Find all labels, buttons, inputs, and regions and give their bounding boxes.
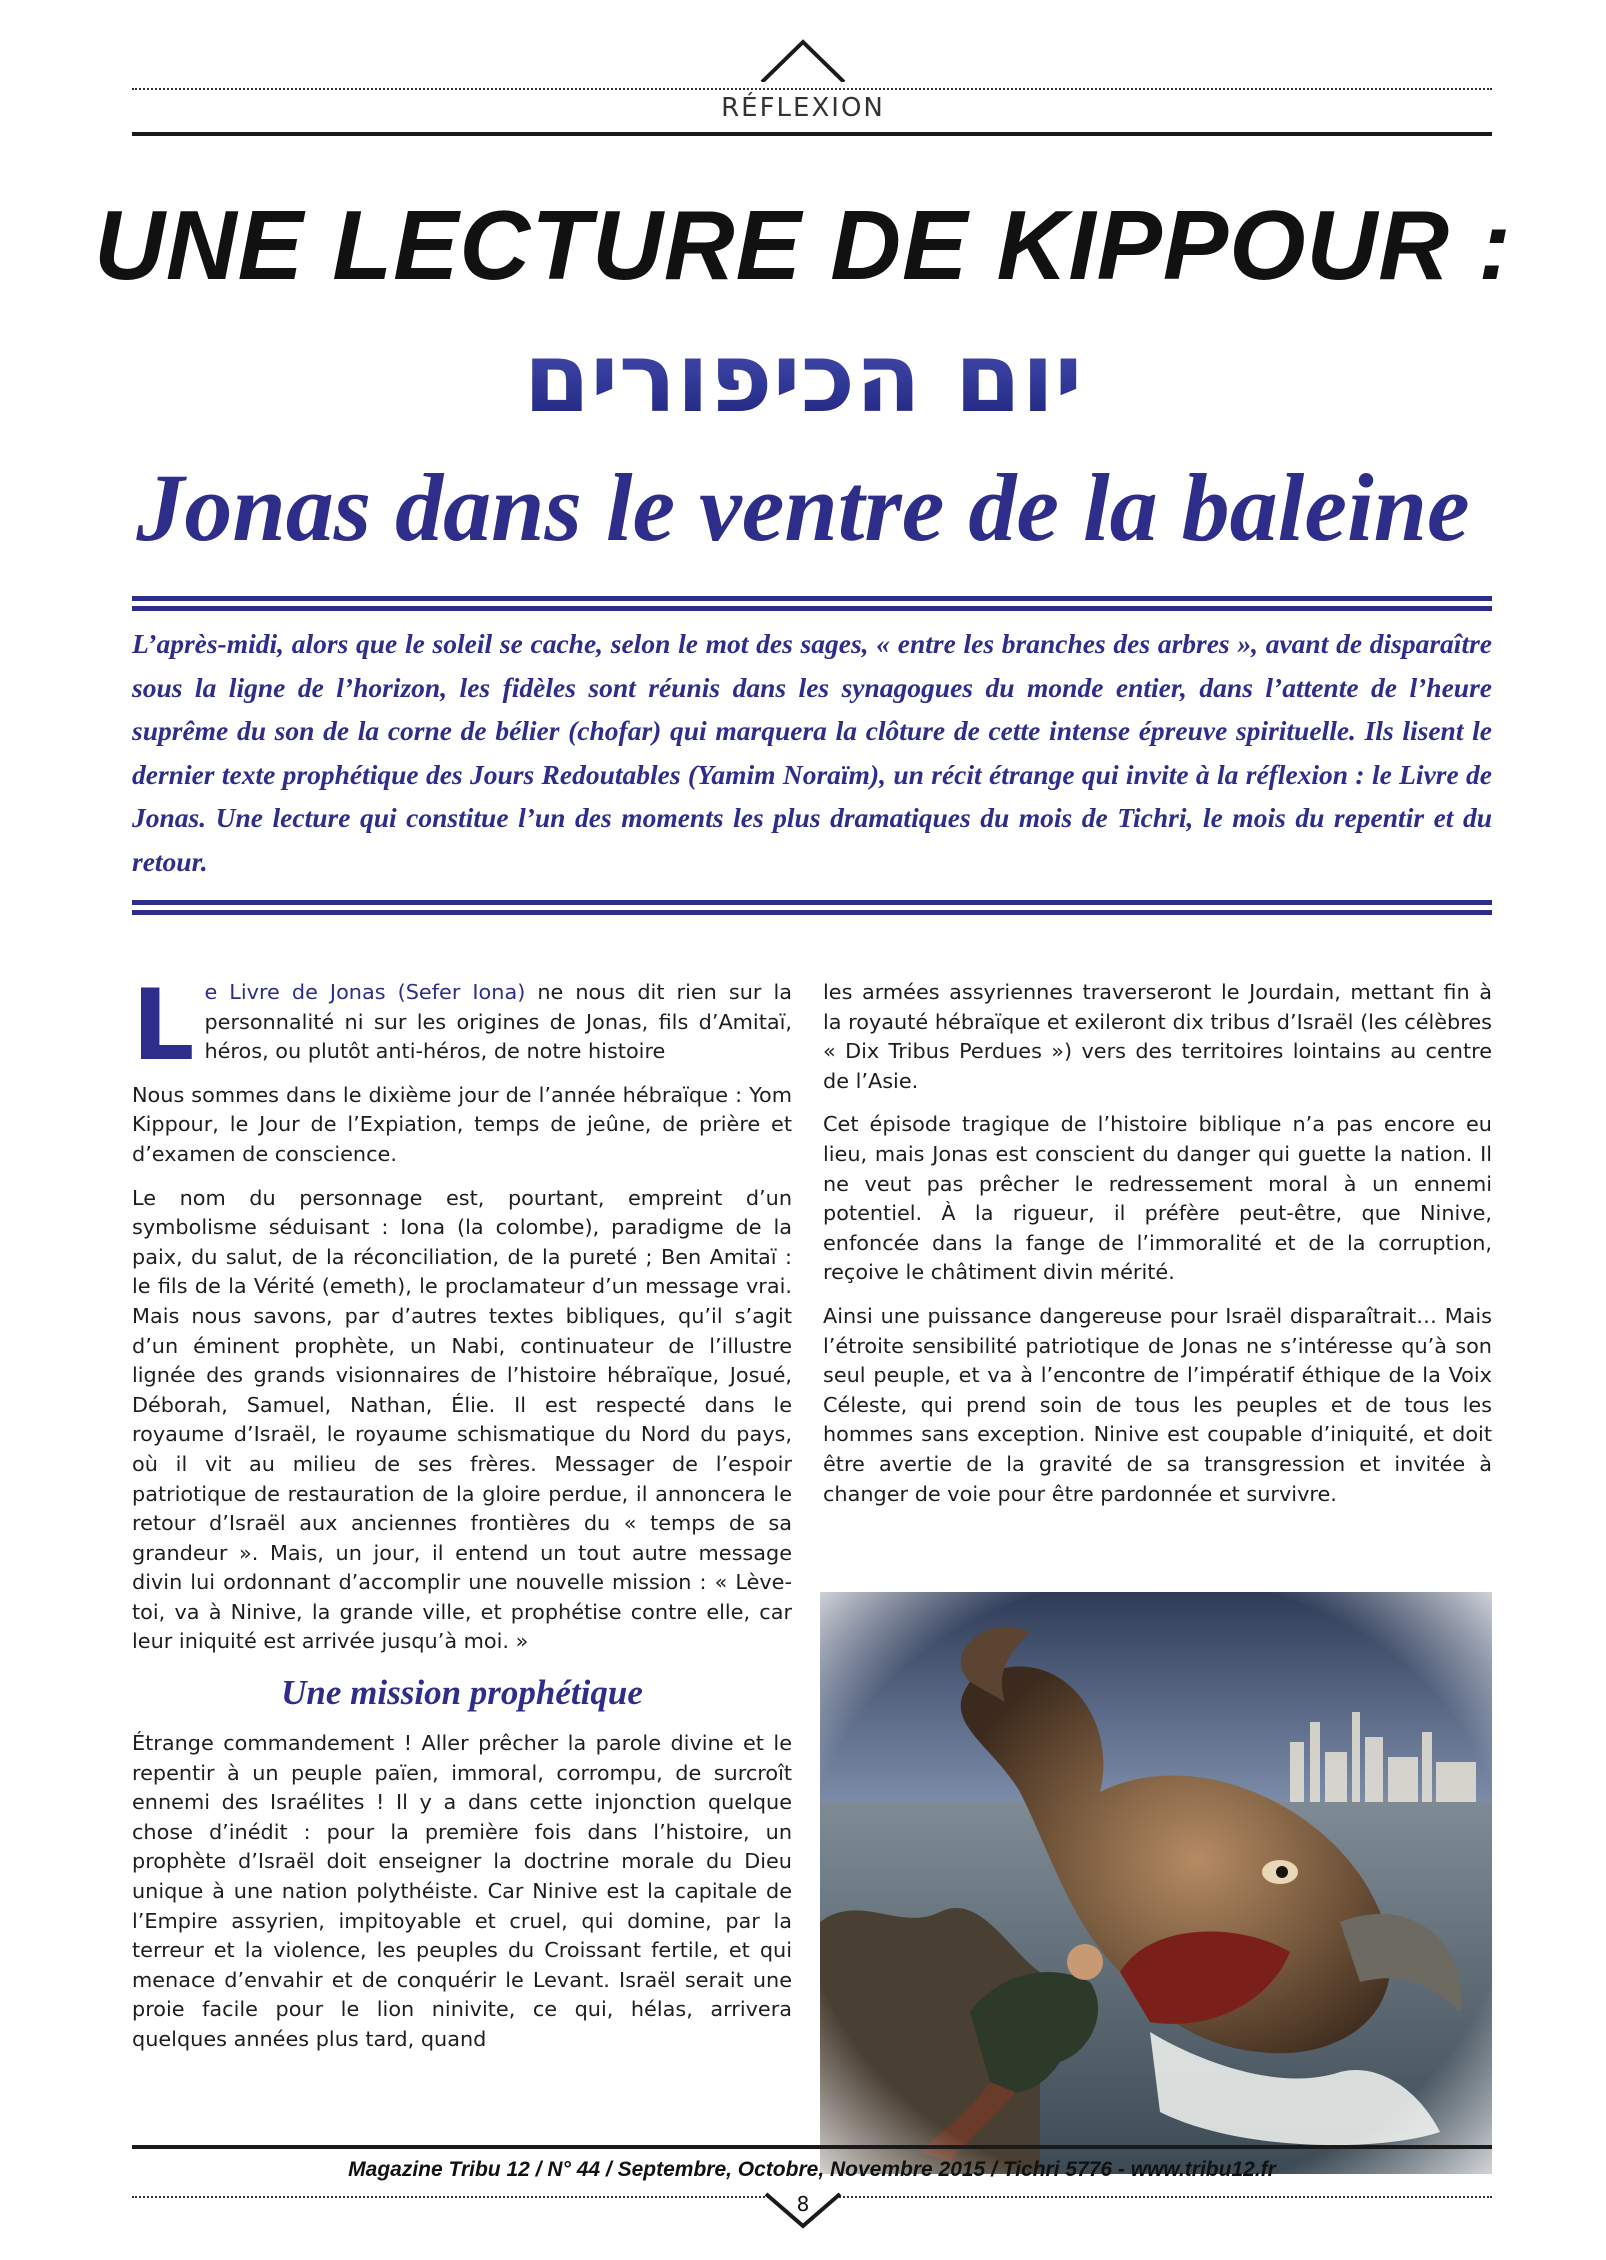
intro-paragraph: L’après-midi, alors que le soleil se cache, selon le mot des sages, « entre les branches des arbres », avant de disparaître sous la ligne de l’horizon, les fidèles sont réunis dans les synagogues du monde entier, dans l’attente de l’heure suprême du son de la corne de bélier (chofar) qui marquera la clôture de cette intense épreuve spirituelle. Ils lisent le dernier texte prophétique des Jours Redoutables (Yamim Noraïm), un récit étrange qui invite à la réflexion : le Livre de Jonas. Une lecture qui constitue l’un des moments les plus dramatiques du mois de Tichri, le mois du repentir et du retour.: [132, 628, 1492, 877]
section-label: RÉFLEXION: [721, 93, 885, 123]
page-subtitle: Jonas dans le ventre de la baleine: [136, 454, 1470, 561]
page-number: 8: [796, 2192, 810, 2216]
footer-rule: [132, 2145, 1492, 2149]
drop-cap: L: [132, 969, 195, 1083]
header-rule: [132, 132, 1492, 136]
intro-rule-top-1: [132, 596, 1492, 601]
article-paragraph-7: Ainsi une puissance dangereuse pour Israël disparaîtrait… Mais l’étroite sensibilité patriotique de Jonas ne s’intéresse qu’à son seul peuple, et va à l’encontre de l’impératif éthique de la Voix Céleste, qui prend soin de tous les peuples et de tous les hommes sans exception. Ninive est coupable d’iniquité, et doit être avertie de la gravité de sa transgression et invitée à changer de voie pour être pardonnée et survivre.: [823, 1303, 1492, 1506]
article-column-left: [132, 969, 792, 2069]
jonah-whale-painting: [820, 1592, 1492, 2174]
hebrew-title-text: יום הכיפורים: [523, 322, 1083, 434]
article-paragraph-1: [132, 969, 792, 1083]
article-paragraph-3: Le nom du personnage est, pourtant, empreint d’un symbolisme séduisant : Iona (la colombe), paradigme de la paix, du salut, de la réconciliation, de la pureté ; Ben Amitaï : le fils de la Vérité (emeth), le proclamateur d’un message vrai. Mais nous savons, par d’autres textes bibliques, qu’il s’agit d’un éminent prophète, un Nabi, continuateur de l’illustre lignée des grands visionnaires de l’histoire hébraïque, Josué, Déborah, Samuel, Nathan, Élie. Il est respecté dans le royaume d’Israël, le royaume schismatique du Nord du pays, où il vit au milieu de ses frères. Messager de l’espoir patriotique de restauration de la gloire perdue, il annoncera le retour d’Israël aux anciennes frontières du « temps de sa grandeur ». Mais, un jour, il entend un tout autre message divin lui ordonnant d’accomplir une nouvelle mission : « Lève-toi, va à Ninive, la grande ville, et prophétise contre elle, car leur iniquité est arrivée jusqu’à moi. »: [132, 1185, 792, 1654]
painting-image: [820, 1592, 1492, 2174]
intro-rule-bottom-2: [132, 910, 1492, 915]
section-subheading: Une mission prophétique: [281, 1673, 643, 1713]
paragraph-1-text: ne nous dit rien sur la personnalité ni sur les origines de Jonas, fils d’Amitaï, héros, ou plutôt anti-héros, de notre histoire: [204, 980, 792, 1064]
article-paragraph-6: Cet épisode tragique de l’histoire biblique n’a pas encore eu lieu, mais Jonas est conscient du danger qui guette la nation. Il ne veut pas prêcher le redressement moral à un ennemi potentiel. À la rigueur, il préfère peut-être, que Ninive, enfoncée dans la fange de l’immoralité et de la corruption, reçoive le châtiment divin mérité.: [823, 1112, 1492, 1285]
hebrew-title: [0, 322, 1606, 434]
article-paragraph-4: Étrange commandement ! Aller prêcher la parole divine et le repentir à un peuple païen, immoral, corrompu, de surcroît ennemi des Israélites ! Il y a dans cette injonction quelque chose d’inédit : pour la première fois dans l’histoire, un prophète d’Israël doit enseigner la doctrine morale du Dieu unique à une nation polythéiste. Car Ninive est la capitale de l’Empire assyrien, impitoyable et cruel, qui domine, par la terreur et la violence, les peuples du Croissant fertile, et qui menace d’envahir et de conquérir le Levant. Israël serait une proie facile pour le lion ninivite, ce qui, hélas, arrivera quelques années plus tard, quand: [132, 1731, 792, 2051]
header-dotted-line: [132, 88, 1492, 90]
lead-text: e Livre de Jonas (Sefer Iona): [204, 980, 526, 1004]
header-triangle-ornament: [754, 38, 852, 82]
intro-rule-bottom-1: [132, 900, 1492, 905]
article-column-right: [823, 978, 1492, 1523]
page-title: UNE LECTURE DE KIPPOUR :: [94, 190, 1512, 300]
intro-rule-top-2: [132, 606, 1492, 611]
article-paragraph-2: Nous sommes dans le dixième jour de l’année hébraïque : Yom Kippour, le Jour de l’Expiation, temps de jeûne, de prière et d’examen de conscience.: [132, 1082, 792, 1166]
article-paragraph-5: les armées assyriennes traverseront le Jourdain, mettant fin à la royauté hébraïque et exileront dix tribus d’Israël (les célèbres « Dix Tribus Perdues ») vers des territoires lointains au centre de l’Asie.: [823, 980, 1492, 1093]
footer-credit: Magazine Tribu 12 / N° 44 / Septembre, Octobre, Novembre 2015 / Tichri 5776 - www.tribu12.fr: [348, 2158, 1276, 2181]
